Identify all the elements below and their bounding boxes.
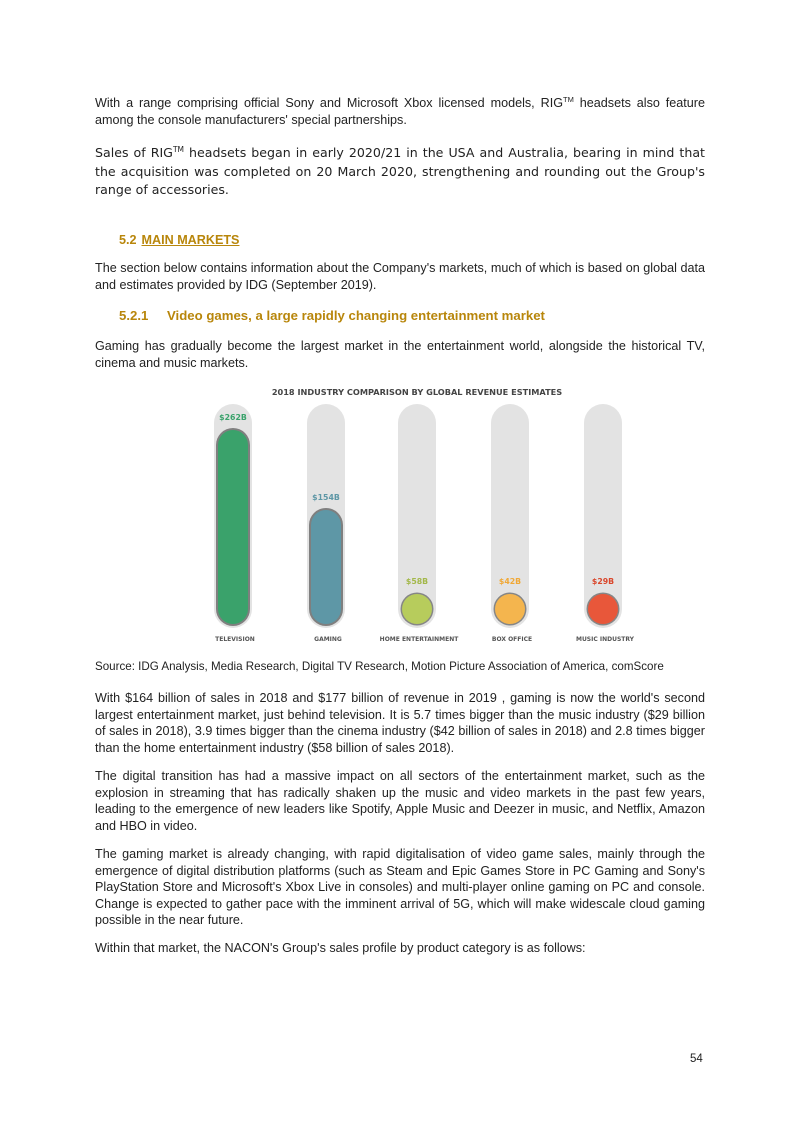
category-label-gaming: GAMING bbox=[314, 636, 342, 643]
value-label-home-entertainment: $58B bbox=[405, 577, 429, 586]
digital-paragraph: The digital transition has had a massive impact on all sectors of the entertainment market, such as the explosion in streaming that has radically shaken up the music and video markets in the past few years, leading to the emergence of new leaders like Spotify, Apple Music and Deezer in music, and Netflix, Amazon and HBO in video. bbox=[95, 769, 705, 833]
sales-paragraph bbox=[95, 144, 705, 200]
bar-gaming bbox=[311, 510, 341, 624]
intro-text-tail: headsets also feature among the console manufacturers' special partnerships. bbox=[95, 96, 706, 127]
trademark-sup: TM bbox=[172, 145, 184, 154]
trademark-sup: TM bbox=[563, 95, 574, 104]
changing-paragraph: The gaming market is already changing, with rapid digitalisation of video game sales, mainly through the emergence of digital distribution platforms (such as Steam and Epic Games Store in PC Gaming and Sony's PlayStation Store and Microsoft's Xbox Live in consoles) and multi-player online gaming on PC and console. Change is expected to gather pace with the imminent arrival of 5G, which will make widescale cloud gaming possible in the near future. bbox=[95, 847, 705, 927]
section-number: 5.2 bbox=[119, 233, 137, 247]
page-number: 54 bbox=[690, 1053, 703, 1065]
subsection-heading bbox=[119, 308, 545, 323]
profile-paragraph: Within that market, the NACON's Group's sales profile by product category is as follows: bbox=[95, 941, 586, 955]
value-label-television: $262B bbox=[219, 413, 247, 422]
section-heading bbox=[119, 233, 239, 247]
section-title: MAIN MARKETS bbox=[141, 233, 240, 247]
bar-television bbox=[218, 430, 248, 624]
subsection-title: Video games, a large rapidly changing entertainment market bbox=[167, 308, 545, 323]
markets-paragraph: The section below contains information about the Company's markets, much of which is based on global data and estimates provided by IDG (September 2019). bbox=[95, 261, 705, 292]
intro-paragraph bbox=[95, 95, 705, 128]
value-label-music-industry: $29B bbox=[591, 577, 615, 586]
sales-text-tail: headsets began in early 2020/21 in the USA and Australia, bearing in mind that the acquisition was completed on 20 March 2020, strengthening and rounding out the Group's range of accessories. bbox=[95, 145, 705, 197]
category-label-television: TELEVISION bbox=[215, 636, 255, 643]
intro-text: With a range comprising official Sony and Microsoft Xbox licensed models, RIG bbox=[95, 96, 563, 110]
bar-home-entertainment bbox=[402, 594, 432, 624]
revenue-comparison-chart bbox=[200, 382, 635, 646]
bar-box-office bbox=[495, 594, 525, 624]
revenue-paragraph: With $164 billion of sales in 2018 and $177 billion of revenue in 2019 , gaming is now the world's second largest entertainment market, just behind television. It is 5.7 times bigger than the music industry ($29 billion of sales in 2018), 3.9 times bigger than the cinema industry ($42 billion of sales in 2018) and 2.8 times bigger than the home entertainment industry ($58 billion of sales 2018). bbox=[95, 691, 705, 755]
category-label-home-entertainment: HOME ENTERTAINMENT bbox=[379, 636, 459, 643]
chart-title: 2018 INDUSTRY COMPARISON BY GLOBAL REVENUE ESTIMATES bbox=[271, 387, 563, 397]
subsection-number: 5.2.1 bbox=[119, 308, 149, 323]
value-label-box-office: $42B bbox=[498, 577, 522, 586]
sales-text: Sales of RIG bbox=[95, 145, 173, 160]
value-label-gaming: $154B bbox=[312, 492, 340, 502]
bar-music-industry bbox=[588, 594, 618, 624]
chart-source: Source: IDG Analysis, Media Research, Digital TV Research, Motion Picture Association of America, comScore bbox=[95, 660, 664, 673]
gaming-paragraph: Gaming has gradually become the largest market in the entertainment world, alongside the historical TV, cinema and music markets. bbox=[95, 339, 705, 370]
category-label-box-office: BOX OFFICE bbox=[491, 636, 533, 643]
category-label-music-industry: MUSIC INDUSTRY bbox=[575, 636, 635, 643]
